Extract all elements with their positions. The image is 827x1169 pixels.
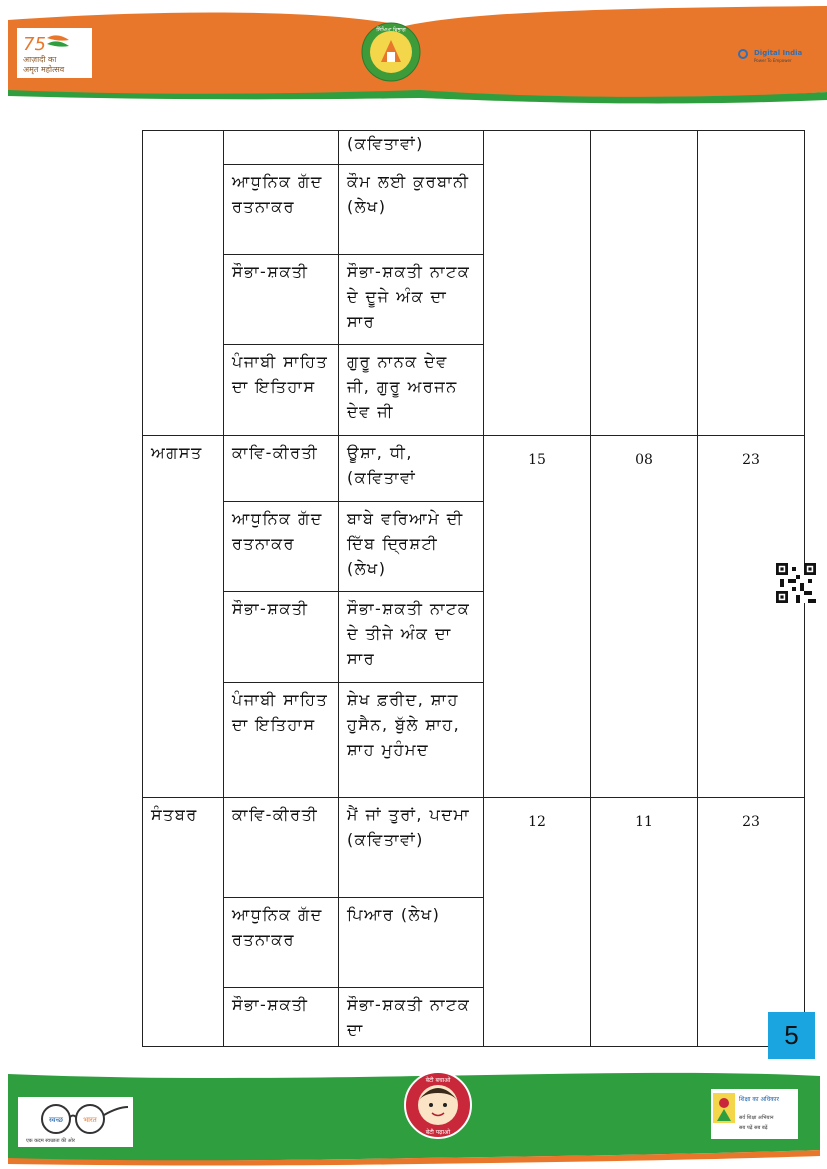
book-cell: ਸੌਭਾ-ਸ਼ਕਤੀ: [224, 988, 339, 1047]
topic-cell: ਸੌਭਾ-ਸ਼ਕਤੀ ਨਾਟਕ ਦੇ ਦੂਜੇ ਅੰਕ ਦਾ ਸਾਰ: [339, 255, 484, 345]
bharat-word: भारत: [83, 1116, 97, 1124]
digital-india-logo: [734, 38, 803, 70]
number-cell: 23: [698, 436, 805, 798]
beti-padhao-text: बेटी पढ़ाओ: [425, 1129, 451, 1136]
book-cell: ਪੰਜਾਬੀ ਸਾਹਿਤ ਦਾ ਇਤਿਹਾਸ: [224, 683, 339, 798]
number-cell: [698, 131, 805, 436]
shiksha-abhiyan: सर्व शिक्षा अभियान: [739, 1115, 774, 1121]
digital-india-title: Digital India: [754, 49, 803, 57]
emblem-caption: ਸਿੱਖਿਆ ਵਿਭਾਗ: [376, 27, 406, 33]
number-cell: [484, 131, 591, 436]
book-cell: ਸੌਭਾ-ਸ਼ਕਤੀ: [224, 592, 339, 683]
topic-cell: (ਕਵਿਤਾਵਾਂ): [339, 131, 484, 165]
book-cell: ਆਧੁਨਿਕ ਗੱਦ ਰਤਨਾਕਰ: [224, 898, 339, 988]
page-number: 5: [768, 1012, 815, 1059]
book-cell: [224, 131, 339, 165]
number-cell: [591, 131, 698, 436]
qr-code-icon: [776, 563, 816, 603]
beti-bachao-text: बेटी बचाओ: [425, 1077, 451, 1084]
azadi-ka-amrit-mahotsav-logo: [17, 28, 92, 78]
month-cell: ਅਗਸਤ: [143, 436, 224, 798]
topic-cell: ਗੁਰੂ ਨਾਨਕ ਦੇਵ ਜੀ, ਗੁਰੂ ਅਰਜਨ ਦੇਵ ਜੀ: [339, 345, 484, 436]
topic-cell: ਪਿਆਰ (ਲੇਖ): [339, 898, 484, 988]
month-cell: ਸੰਤਬਰ: [143, 798, 224, 1047]
topic-cell: ਮੈਂ ਜਾਂ ਤੁਰਾਂ, ਪਦਮਾ (ਕਵਿਤਾਵਾਂ): [339, 798, 484, 898]
topic-cell: ਸੌਭਾ-ਸ਼ਕਤੀ ਨਾਟਕ ਦਾ: [339, 988, 484, 1047]
logo-azadi-line2: अमृत महोत्सव: [23, 65, 65, 74]
topic-cell: ਸ਼ੇਖ ਫ਼ਰੀਦ, ਸ਼ਾਹ ਹੁਸੈਨ, ਬੁੱਲੇ ਸ਼ਾਹ, ਸ਼ਾਹ ਮੁਹੰਮਦ: [339, 683, 484, 798]
number-cell: 12: [484, 798, 591, 1047]
table-row: [143, 436, 805, 502]
number-cell: 23: [698, 798, 805, 1047]
number-cell: 15: [484, 436, 591, 798]
topic-cell: ਕੌਮ ਲਈ ਕੁਰਬਾਨੀ (ਲੇਖ): [339, 165, 484, 255]
book-cell: ਆਧੁਨਿਕ ਗੱਦ ਰਤਨਾਕਰ: [224, 165, 339, 255]
topic-cell: ਬਾਬੇ ਵਰਿਆਮੇ ਦੀ ਦਿੱਬ ਦ੍ਰਿਸ਼ਟੀ (ਲੇਖ): [339, 502, 484, 592]
book-cell: ਕਾਵਿ-ਕੀਰਤੀ: [224, 436, 339, 502]
book-cell: ਸੌਭਾ-ਸ਼ਕਤੀ: [224, 255, 339, 345]
month-cell: [143, 131, 224, 436]
logo-75-mark: 75: [23, 34, 46, 55]
topic-cell: ਸੌਭਾ-ਸ਼ਕਤੀ ਨਾਟਕ ਦੇ ਤੀਜੇ ਅੰਕ ਦਾ ਸਾਰ: [339, 592, 484, 683]
book-cell: ਕਾਵਿ-ਕੀਰਤੀ: [224, 798, 339, 898]
beti-bachao-beti-padhao-logo: [404, 1071, 472, 1139]
digital-india-tagline: Power To Empower: [754, 58, 792, 63]
number-cell: 08: [591, 436, 698, 798]
syllabus-table: [142, 130, 805, 1047]
book-cell: ਆਧੁਨਿਕ ਗੱਦ ਰਤਨਾਕਰ: [224, 502, 339, 592]
swachh-tagline: एक कदम स्वच्छता की ओर: [26, 1138, 75, 1144]
sarva-shiksha-abhiyan-logo: [711, 1089, 798, 1139]
shiksha-title: शिक्षा का अधिकार: [739, 1096, 779, 1103]
swachh-word: स्वच्छ: [48, 1116, 64, 1124]
logo-azadi-line1: आज़ादी का: [23, 55, 57, 64]
swachh-bharat-logo: [18, 1097, 133, 1147]
shiksha-tagline: सब पढ़ें सब बढ़ें: [739, 1125, 768, 1131]
topic-cell: ਊਸ਼ਾ, ਧੀ, (ਕਵਿਤਾਵਾਂ: [339, 436, 484, 502]
number-cell: 11: [591, 798, 698, 1047]
table-row: [143, 798, 805, 898]
education-department-emblem: [361, 22, 421, 82]
book-cell: ਪੰਜਾਬੀ ਸਾਹਿਤ ਦਾ ਇਤਿਹਾਸ: [224, 345, 339, 436]
table-row: [143, 131, 805, 165]
